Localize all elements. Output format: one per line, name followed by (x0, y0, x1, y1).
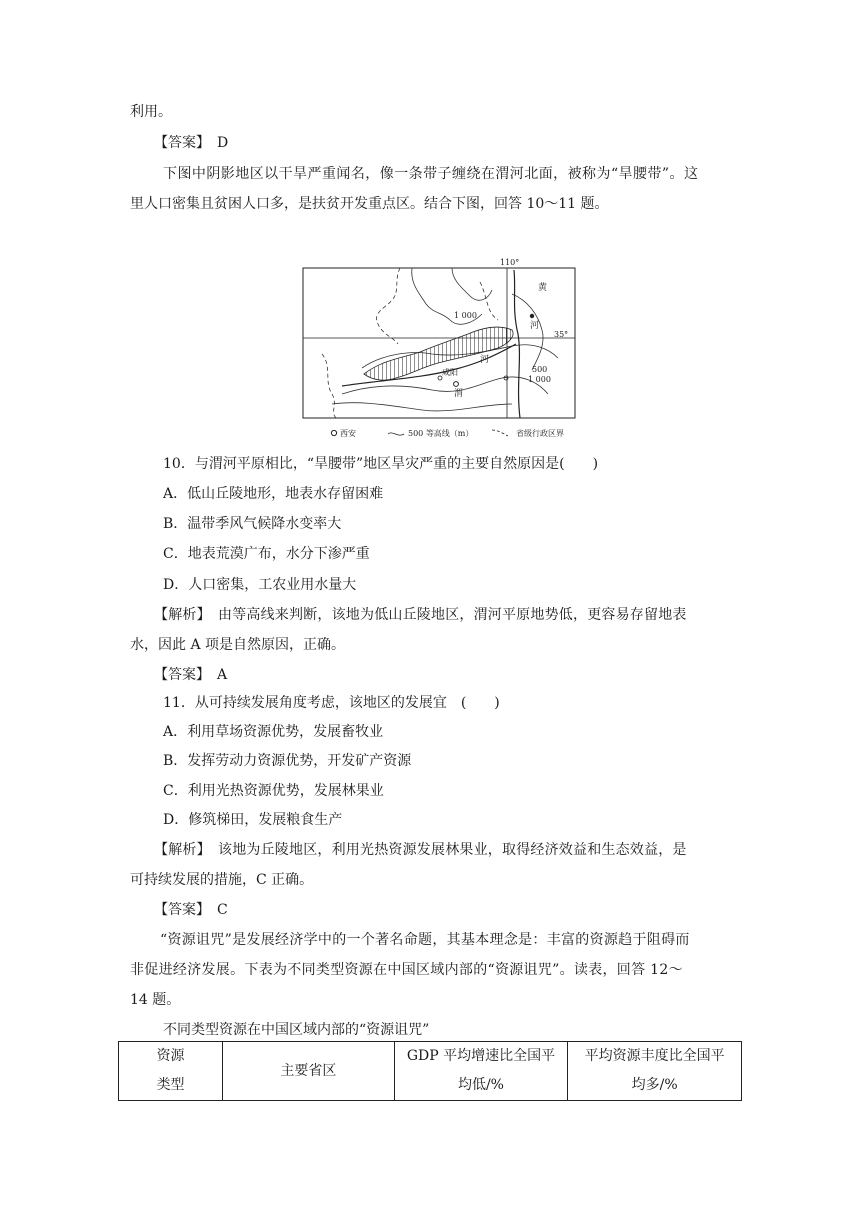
analysis-line: 【解析】 由等高线来判断，该地为低山丘陵地区，渭河平原地势低，更容易存留地表 (154, 607, 687, 623)
contour-label-1000-south: 1 000 (528, 375, 551, 384)
city-dot (530, 314, 534, 318)
legend-xian-symbol (331, 430, 336, 435)
answer-line: 【答案】 A (154, 667, 228, 683)
text-line: 14 题。 (130, 992, 181, 1008)
legend-boundary-label: 省级行政区界 (516, 429, 564, 438)
answer-line: 【答案】 C (154, 902, 228, 918)
header-line: 均多/% (631, 1077, 678, 1093)
text-line: 下图中阴影地区以干旱严重闻名，像一条带子缠绕在渭河北面，被称为“旱腰带”。这 (163, 166, 699, 182)
option-d: D．修筑梯田，发展粮食生产 (163, 812, 343, 828)
header-line: 资源 (156, 1048, 185, 1064)
header-line: 均低/% (457, 1077, 504, 1093)
table-header-cell (119, 1042, 223, 1101)
province-boundary (480, 282, 498, 320)
province-boundary (322, 354, 336, 418)
option-b: B．温带季风气候降水变率大 (163, 516, 342, 532)
contour-line (512, 294, 543, 370)
question-10: 10．与渭河平原相比，“旱腰带”地区旱灾严重的主要自然原因是( ) (163, 456, 599, 472)
contour-label-500: 500 (532, 365, 548, 374)
table-header-cell (394, 1042, 568, 1101)
legend-boundary-symbol (492, 430, 508, 436)
yellow-river-label: 黄 (538, 283, 548, 293)
text-line: “资源诅咒”是发展经济学中的一个著名命题，其基本理念是：丰富的资源趋于阻碍而 (160, 932, 690, 948)
option-d: D．人口密集，工农业用水量大 (163, 577, 357, 593)
answer-line: 【答案】 D (154, 135, 229, 151)
wei-river-label: 渭 (454, 389, 464, 399)
contour-line (452, 268, 492, 300)
table-header-row (119, 1042, 742, 1101)
option-b: B．发挥劳动力资源优势，开发矿产资源 (163, 753, 412, 769)
xianyang-label: 咸阳 (442, 368, 458, 377)
option-a: A．利用草场资源优势，发展畜牧业 (163, 724, 384, 740)
drought-belt-area (364, 327, 513, 380)
map-frame (303, 268, 575, 418)
option-c: C．地表荒漠广布，水分下渗严重 (163, 546, 370, 562)
xian-dot (454, 382, 459, 387)
wei-river-label: 河 (480, 355, 490, 365)
legend-xian-label: 西安 (340, 429, 356, 438)
table-header-cell (568, 1042, 742, 1101)
question-11: 11．从可持续发展角度考虑，该地区的发展宜 ( ) (163, 695, 500, 711)
header-line: 平均资源丰度比全国平 (584, 1048, 725, 1064)
legend-contour-symbol (388, 433, 404, 435)
text-line: 利用。 (130, 104, 172, 120)
parallel-label: 35° (554, 330, 569, 339)
text-line: 非促进经济发展。下表为不同类型资源在中国区域内部的“资源诅咒”。读表，回答 12～ (130, 962, 683, 978)
header-line: 主要省区 (280, 1062, 337, 1079)
drought-belt-map (302, 254, 578, 444)
header-line: GDP 平均增速比全国平 (406, 1048, 556, 1064)
contour-line (342, 377, 548, 394)
analysis-line: 水，因此 A 项是自然原因，正确。 (130, 637, 346, 653)
contour-label-1000-north: 1 000 (454, 311, 477, 320)
analysis-line: 【解析】 该地为丘陵地区，利用光热资源发展林果业，取得经济效益和生态效益，是 (154, 842, 687, 858)
text-line: 里人口密集且贫困人口多，是扶贫开发重点区。结合下图，回答 10～11 题。 (130, 196, 609, 212)
province-boundary (377, 268, 400, 344)
header-line: 类型 (156, 1077, 185, 1093)
legend-contour-label: 500 等高线（m） (408, 429, 474, 438)
contour-line (332, 403, 512, 411)
analysis-line: 可持续发展的措施，C 正确。 (130, 872, 314, 888)
table-header-cell (223, 1042, 395, 1101)
table-caption: 不同类型资源在中国区域内部的“资源诅咒” (163, 1022, 430, 1038)
meridian-label: 110° (500, 258, 520, 267)
option-c: C．利用光热资源优势，发展林果业 (163, 783, 384, 799)
yellow-river-label: 河 (530, 321, 540, 331)
option-a: A．低山丘陵地形，地表水存留困难 (163, 486, 384, 502)
resource-curse-table (118, 1041, 742, 1101)
